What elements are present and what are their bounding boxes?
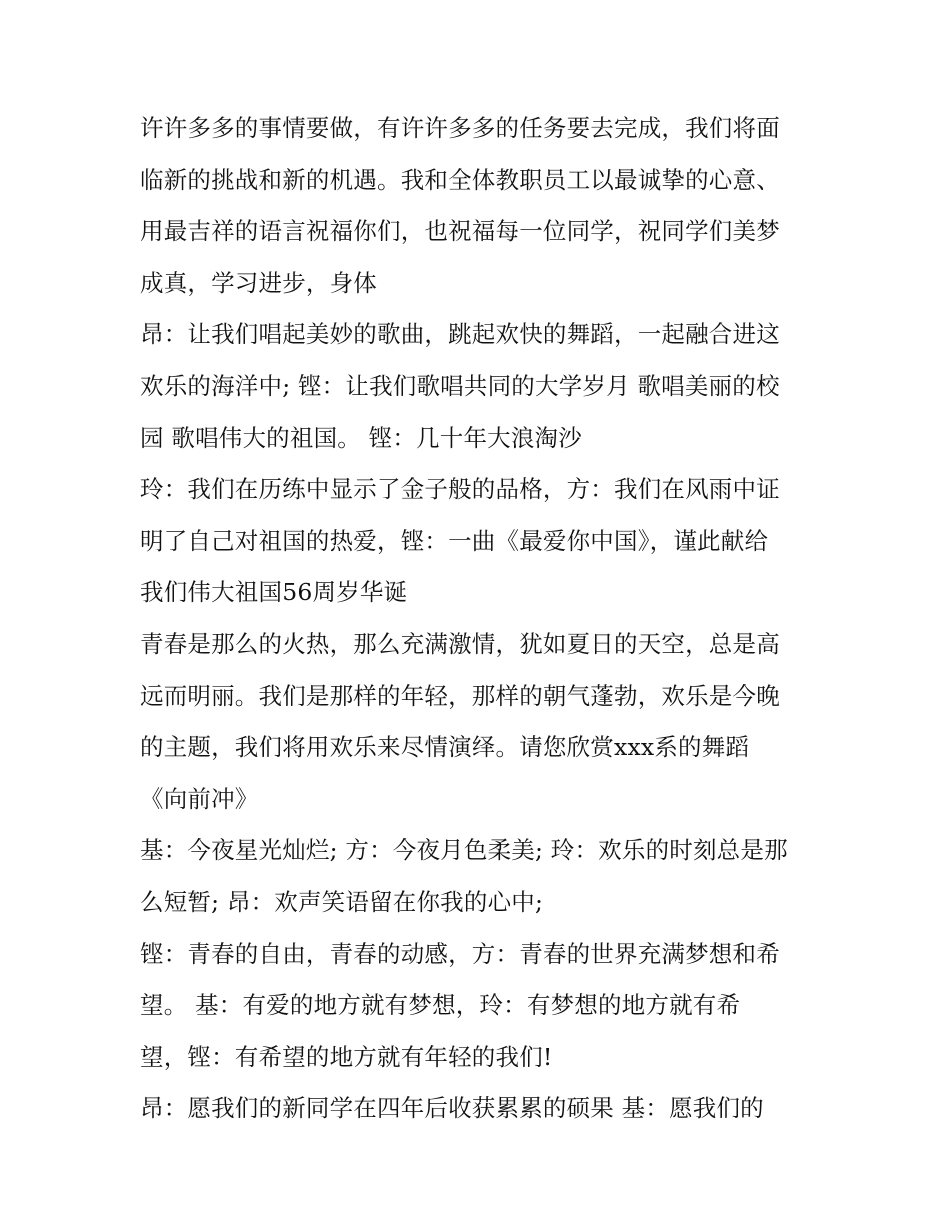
text-line: 基：今夜星光灿烂; 方：今夜月色柔美; 玲：欢乐的时刻总是那 (140, 836, 788, 865)
text-line: 昂：愿我们的新同学在四年后收获累累的硕果 基：愿我们的 (140, 1094, 764, 1123)
text-line: 远而明丽。我们是那样的年轻，那样的朝气蓬勃，欢乐是今晚 (140, 681, 780, 710)
text-line: 用最吉祥的语言祝福你们，也祝福每一位同学，祝同学们美梦 (140, 217, 780, 246)
text-line: 玲：我们在历练中显示了金子般的品格，方：我们在风雨中证 (140, 475, 780, 504)
text-line: 欢乐的海洋中; 铿：让我们歌唱共同的大学岁月 歌唱美丽的校 (140, 371, 780, 400)
text-line: 铿：青春的自由，青春的动感，方：青春的世界充满梦想和希 (140, 939, 780, 968)
text-line: 的主题，我们将用欢乐来尽情演绎。请您欣赏xxx系的舞蹈 (140, 733, 750, 762)
text-line: 青春是那么的火热，那么充满激情，犹如夏日的天空，总是高 (140, 629, 780, 658)
text-line: 我们伟大祖国56周岁华诞 (140, 578, 408, 607)
text-line: 园 歌唱伟大的祖国。 铿：几十年大浪淘沙 (140, 423, 582, 452)
text-line: 明了自己对祖国的热爱，铿：一曲《最爱你中国》，谨此献给 (140, 526, 769, 555)
text-line: 临新的挑战和新的机遇。我和全体教职员工以最诚挚的心意、 (140, 165, 780, 194)
document-body (140, 103, 815, 1135)
text-line: 昂：让我们唱起美妙的歌曲，跳起欢快的舞蹈，一起融合进这 (140, 320, 780, 349)
text-line: 许许多多的事情要做，有许许多多的任务要去完成，我们将面 (140, 114, 780, 142)
text-line: 望，铿：有希望的地方就有年轻的我们! (140, 1042, 553, 1071)
text-line: 成真，学习进步，身体 (140, 268, 377, 297)
text-line: 么短暂; 昂：欢声笑语留在你我的心中; (140, 887, 544, 916)
text-line: 望。 基：有爱的地方就有梦想，玲：有梦想的地方就有希 (140, 991, 741, 1020)
text-line: 《向前冲》 (140, 784, 259, 813)
